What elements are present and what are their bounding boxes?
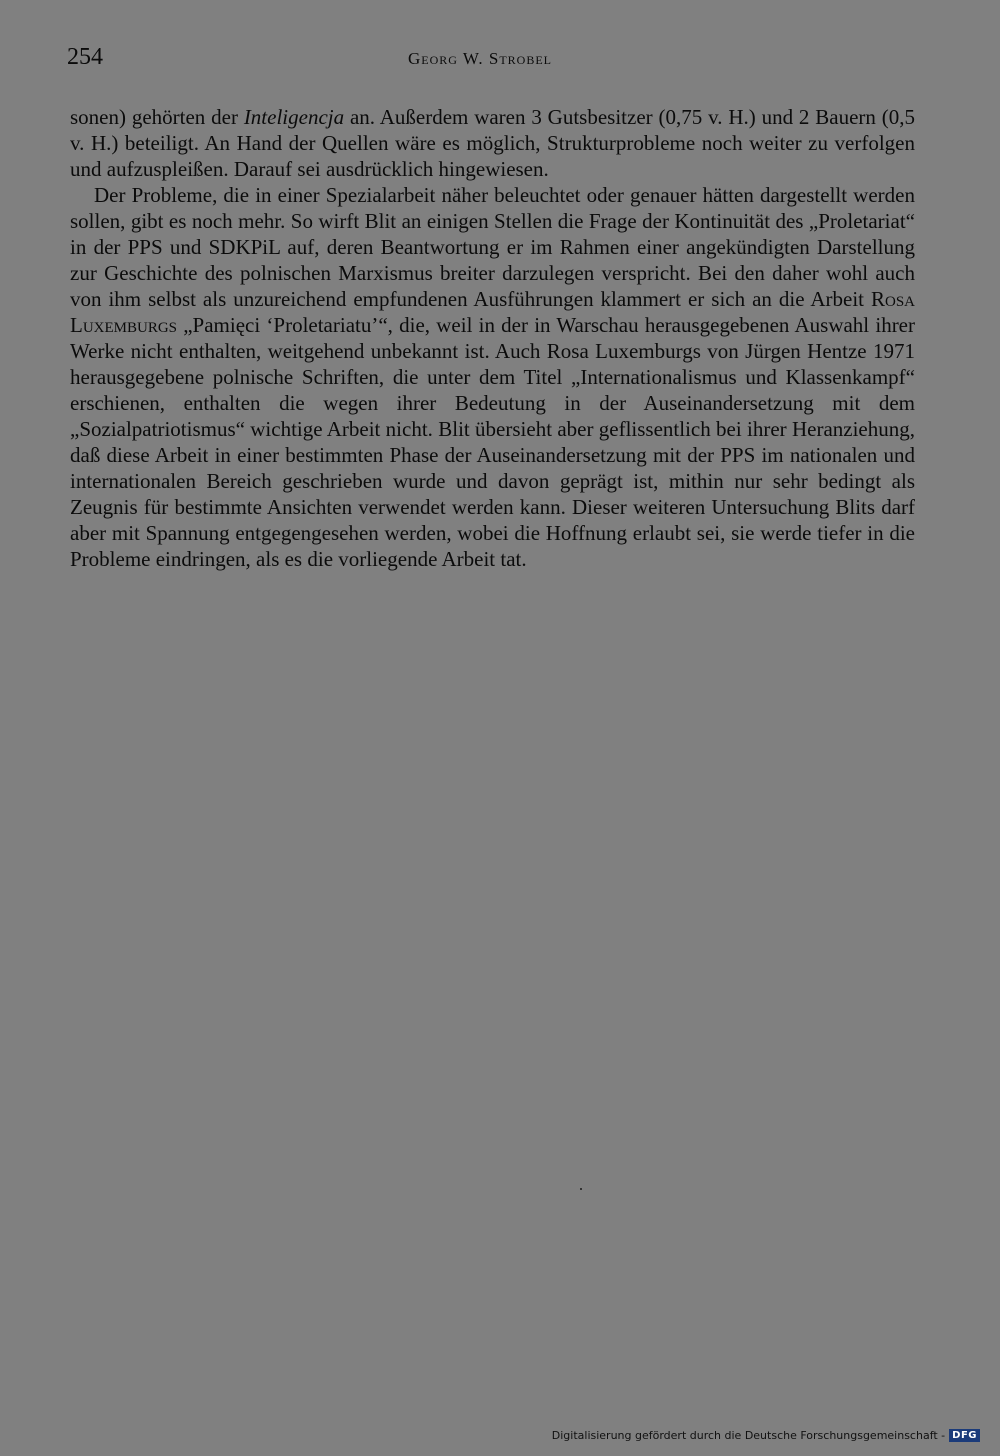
paragraph-1-text-c: an. Außerdem waren 3 Gutsbesitzer (0,75 v. H.) und 2 Bauern (0,5 v. H.) beteiligt. An Hand der Quellen wäre es möglich, Strukturprobleme noch weiter zu verfolgen und aufzuspleißen. Darauf sei ausdrücklich hingewiesen.: [70, 105, 915, 181]
footer: [552, 1429, 980, 1442]
paragraph-1: [70, 104, 915, 182]
paragraph-2: [70, 182, 915, 572]
paragraph-1-italic-term: Inteligencja: [243, 105, 345, 129]
footer-text: Digitalisierung gefördert durch die Deutsche Forschungsgemeinschaft -: [551, 1429, 946, 1442]
paragraph-2-text-a: Der Probleme, die in einer Spezialarbeit näher beleuchtet oder genauer hätten dargestellt werden sollen, gibt es noch mehr. So wirft Blit an einigen Stellen die Frage der Kontinuität des „Proletariat“ in der PPS und SDKPiL auf, deren Beantwortung er im Rahmen einer angekündigten Darstellung zur Geschichte des polnischen Marxismus breiter darzulegen verspricht. Bei den daher wohl auch von ihm selbst als unzureichend empfundenen Ausführungen klammert er sich an die Arbeit: [70, 183, 915, 311]
scan-speck: [580, 1188, 582, 1190]
running-head: Georg W. Strobel: [408, 49, 552, 68]
paragraph-2-author-name: Rosa Luxemburgs: [70, 287, 915, 337]
dfg-logo-icon: DFG: [949, 1429, 980, 1442]
paragraph-2-text-c: „Pamięci ‘Proletariatu’“, die, weil in der in Warschau herausgegebenen Auswahl ihrer Werke nicht enthalten, weitgehend unbekannt ist. Auch Rosa Luxemburgs von Jürgen Hentze 1971 herausgegebene polnische Schriften, die unter dem Titel „Internationalismus und Klassenkampf“ erschienen, enthalten die wegen ihrer Bedeutung in der Auseinandersetzung mit dem „Sozialpatriotismus“ wichtige Arbeit nicht. Blit übersieht aber geflissentlich bei ihrer Heranziehung, daß diese Arbeit in einer bestimmten Phase der Auseinandersetzung mit der PPS im nationalen und internationalen Bereich geschrieben wurde und davon geprägt ist, mithin nur sehr bedingt als Zeugnis für bestimmte Ansichten verwendet werden kann. Dieser weiteren Untersuchung Blits darf aber mit Spannung entgegengesehen werden, wobei die Hoffnung erlaubt sei, sie werde tiefer in die Probleme eindringen, als es die vorliegende Arbeit tat.: [70, 313, 915, 571]
paragraph-1-text-a: sonen) gehörten der: [70, 105, 244, 129]
body-text: [70, 104, 915, 572]
page-number: 254: [67, 44, 103, 70]
